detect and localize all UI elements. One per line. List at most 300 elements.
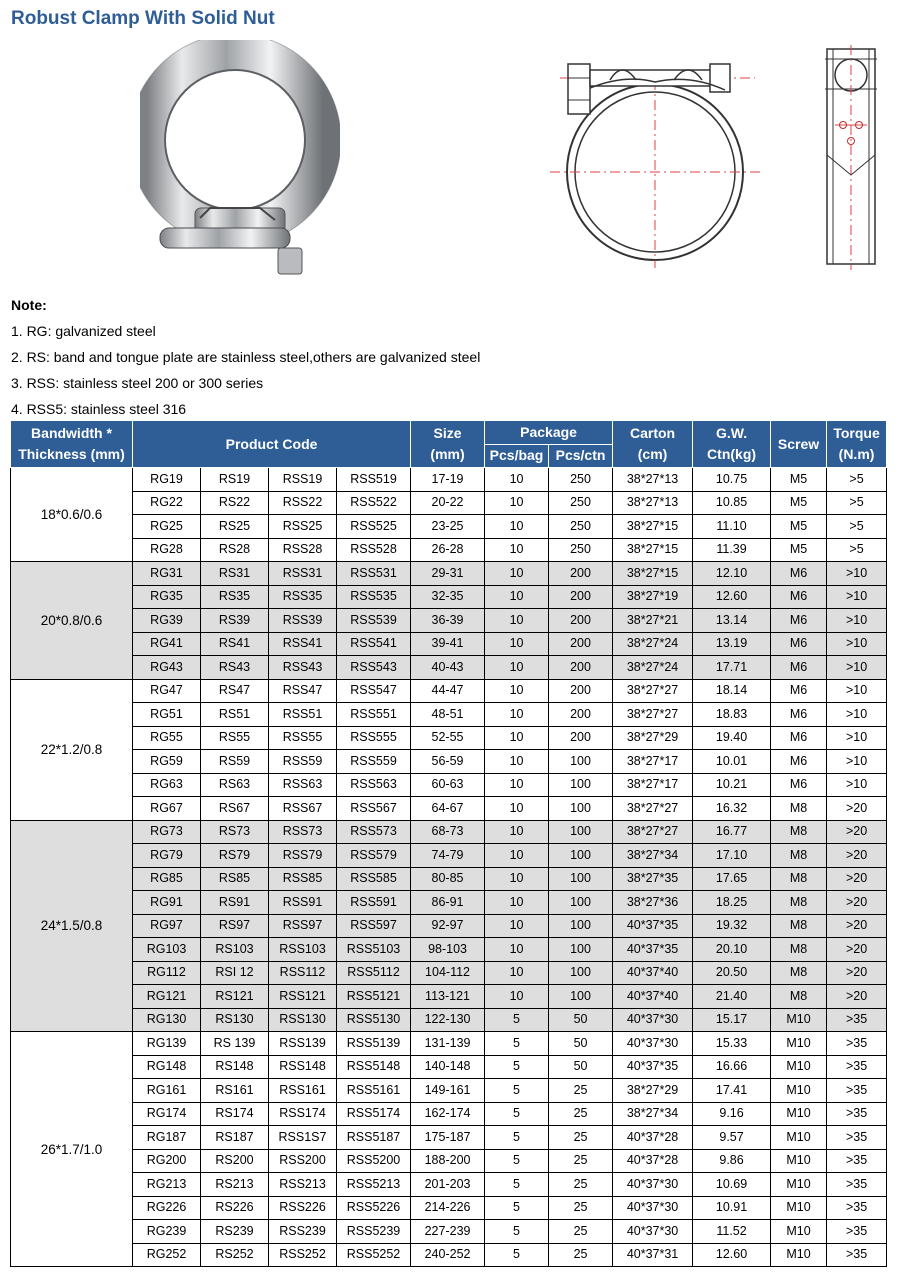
table-cell: RSS573 xyxy=(337,820,411,844)
table-cell: RSS67 xyxy=(269,797,337,821)
table-cell: RSS1S7 xyxy=(269,1126,337,1150)
table-cell: 38*27*19 xyxy=(613,585,693,609)
table-row xyxy=(11,1149,887,1173)
table-cell: >35 xyxy=(827,1149,887,1173)
table-row xyxy=(11,1055,887,1079)
table-cell: RS200 xyxy=(201,1149,269,1173)
table-cell: >5 xyxy=(827,491,887,515)
table-cell: 100 xyxy=(549,844,613,868)
table-cell: RSS73 xyxy=(269,820,337,844)
table-cell: >20 xyxy=(827,938,887,962)
table-cell: 5 xyxy=(485,1032,549,1056)
table-cell: >10 xyxy=(827,585,887,609)
header-screw: Screw xyxy=(771,421,827,468)
bandwidth-cell: 22*1.2/0.8 xyxy=(11,679,133,820)
table-cell: RG22 xyxy=(133,491,201,515)
table-cell: RG47 xyxy=(133,679,201,703)
table-cell: RG148 xyxy=(133,1055,201,1079)
table-cell: RSS5213 xyxy=(337,1173,411,1197)
table-cell: M5 xyxy=(771,538,827,562)
table-cell: 16.66 xyxy=(693,1055,771,1079)
table-cell: RSS239 xyxy=(269,1220,337,1244)
table-cell: RS73 xyxy=(201,820,269,844)
table-cell: RSS559 xyxy=(337,750,411,774)
table-cell: RG85 xyxy=(133,867,201,891)
table-cell: 38*27*27 xyxy=(613,703,693,727)
table-cell: 16.32 xyxy=(693,797,771,821)
table-cell: RS63 xyxy=(201,773,269,797)
table-cell: M6 xyxy=(771,703,827,727)
table-cell: 10 xyxy=(485,562,549,586)
table-cell: 10 xyxy=(485,726,549,750)
table-cell: RS226 xyxy=(201,1196,269,1220)
table-cell: 40*37*35 xyxy=(613,938,693,962)
table-cell: 200 xyxy=(549,609,613,633)
table-cell: RSS5103 xyxy=(337,938,411,962)
header-pcs-ctn: Pcs/ctn xyxy=(549,444,613,468)
table-cell: >20 xyxy=(827,844,887,868)
table-cell: 25 xyxy=(549,1196,613,1220)
table-cell: 10 xyxy=(485,844,549,868)
table-cell: RSS121 xyxy=(269,985,337,1009)
table-cell: 5 xyxy=(485,1102,549,1126)
table-cell: 38*27*15 xyxy=(613,562,693,586)
table-cell: 201-203 xyxy=(411,1173,485,1197)
table-cell: M6 xyxy=(771,562,827,586)
table-cell: 38*27*34 xyxy=(613,844,693,868)
table-cell: >10 xyxy=(827,726,887,750)
table-cell: 10 xyxy=(485,797,549,821)
table-cell: 40*37*30 xyxy=(613,1220,693,1244)
table-row xyxy=(11,1126,887,1150)
table-cell: RG213 xyxy=(133,1173,201,1197)
table-cell: 29-31 xyxy=(411,562,485,586)
table-row xyxy=(11,491,887,515)
note-item: 4. RSS5: stainless steel 316 xyxy=(11,401,187,417)
table-cell: >20 xyxy=(827,820,887,844)
table-cell: RG91 xyxy=(133,891,201,915)
table-cell: 5 xyxy=(485,1126,549,1150)
table-cell: 10 xyxy=(485,820,549,844)
table-cell: >35 xyxy=(827,1220,887,1244)
table-cell: 40*37*35 xyxy=(613,914,693,938)
table-cell: 10 xyxy=(485,632,549,656)
table-cell: 9.57 xyxy=(693,1126,771,1150)
table-cell: 40*37*28 xyxy=(613,1126,693,1150)
table-cell: M10 xyxy=(771,1220,827,1244)
table-cell: RS103 xyxy=(201,938,269,962)
table-cell: 250 xyxy=(549,538,613,562)
table-cell: 188-200 xyxy=(411,1149,485,1173)
table-cell: 113-121 xyxy=(411,985,485,1009)
table-cell: 100 xyxy=(549,985,613,1009)
table-cell: RSS139 xyxy=(269,1032,337,1056)
note-item: 1. RG: galvanized steel xyxy=(11,323,156,339)
table-cell: >20 xyxy=(827,797,887,821)
table-row xyxy=(11,632,887,656)
table-cell: RS35 xyxy=(201,585,269,609)
table-row xyxy=(11,468,887,492)
table-cell: 149-161 xyxy=(411,1079,485,1103)
table-cell: 100 xyxy=(549,797,613,821)
table-cell: 10.91 xyxy=(693,1196,771,1220)
table-cell: RS174 xyxy=(201,1102,269,1126)
table-cell: >35 xyxy=(827,1102,887,1126)
table-cell: 5 xyxy=(485,1173,549,1197)
bandwidth-cell: 24*1.5/0.8 xyxy=(11,820,133,1032)
table-cell: RSS25 xyxy=(269,515,337,539)
table-cell: 100 xyxy=(549,750,613,774)
table-cell: 38*27*24 xyxy=(613,656,693,680)
table-cell: 162-174 xyxy=(411,1102,485,1126)
table-cell: RSS19 xyxy=(269,468,337,492)
table-cell: >10 xyxy=(827,632,887,656)
table-cell: 17-19 xyxy=(411,468,485,492)
spec-table xyxy=(10,420,887,1267)
table-cell: RG187 xyxy=(133,1126,201,1150)
table-cell: RS85 xyxy=(201,867,269,891)
table-cell: 17.10 xyxy=(693,844,771,868)
table-row xyxy=(11,961,887,985)
table-cell: RSS567 xyxy=(337,797,411,821)
table-cell: 74-79 xyxy=(411,844,485,868)
table-cell: 40*37*40 xyxy=(613,985,693,1009)
table-cell: >20 xyxy=(827,914,887,938)
table-cell: RG67 xyxy=(133,797,201,821)
table-cell: 19.40 xyxy=(693,726,771,750)
header-pcs-bag: Pcs/bag xyxy=(485,444,549,468)
table-cell: RSS597 xyxy=(337,914,411,938)
table-cell: RSS213 xyxy=(269,1173,337,1197)
table-cell: >35 xyxy=(827,1032,887,1056)
table-cell: RG112 xyxy=(133,961,201,985)
table-cell: >10 xyxy=(827,562,887,586)
table-cell: 10.85 xyxy=(693,491,771,515)
clamp-side-drawing xyxy=(815,45,887,270)
table-cell: RS97 xyxy=(201,914,269,938)
table-cell: 40-43 xyxy=(411,656,485,680)
table-cell: RS19 xyxy=(201,468,269,492)
table-cell: RG59 xyxy=(133,750,201,774)
table-cell: RS121 xyxy=(201,985,269,1009)
table-cell: RSS5200 xyxy=(337,1149,411,1173)
table-cell: 140-148 xyxy=(411,1055,485,1079)
table-cell: RSS5187 xyxy=(337,1126,411,1150)
table-cell: 50 xyxy=(549,1032,613,1056)
table-cell: 38*27*34 xyxy=(613,1102,693,1126)
table-cell: >35 xyxy=(827,1079,887,1103)
table-cell: RSS5148 xyxy=(337,1055,411,1079)
note-heading: Note: xyxy=(11,297,47,313)
table-cell: RS25 xyxy=(201,515,269,539)
table-cell: RSS148 xyxy=(269,1055,337,1079)
table-cell: 40*37*40 xyxy=(613,961,693,985)
table-row xyxy=(11,1173,887,1197)
table-cell: 38*27*36 xyxy=(613,891,693,915)
table-cell: RG28 xyxy=(133,538,201,562)
table-cell: RS59 xyxy=(201,750,269,774)
table-cell: RSS543 xyxy=(337,656,411,680)
table-cell: RS91 xyxy=(201,891,269,915)
table-cell: 38*27*17 xyxy=(613,773,693,797)
table-cell: RSS200 xyxy=(269,1149,337,1173)
table-row xyxy=(11,1196,887,1220)
table-cell: RSS22 xyxy=(269,491,337,515)
table-cell: >35 xyxy=(827,1126,887,1150)
table-cell: RSS112 xyxy=(269,961,337,985)
table-cell: M5 xyxy=(771,515,827,539)
table-cell: 10.75 xyxy=(693,468,771,492)
table-cell: M6 xyxy=(771,609,827,633)
table-cell: 250 xyxy=(549,515,613,539)
table-cell: 40*37*35 xyxy=(613,1055,693,1079)
table-row xyxy=(11,726,887,750)
table-cell: 40*37*31 xyxy=(613,1243,693,1267)
table-cell: >10 xyxy=(827,609,887,633)
table-cell: >20 xyxy=(827,985,887,1009)
table-cell: RG226 xyxy=(133,1196,201,1220)
table-cell: 250 xyxy=(549,468,613,492)
table-cell: 200 xyxy=(549,726,613,750)
table-cell: M6 xyxy=(771,750,827,774)
table-cell: 13.14 xyxy=(693,609,771,633)
header-product-code: Product Code xyxy=(133,421,411,468)
table-cell: RS213 xyxy=(201,1173,269,1197)
table-cell: 25 xyxy=(549,1243,613,1267)
table-cell: 52-55 xyxy=(411,726,485,750)
table-cell: 50 xyxy=(549,1008,613,1032)
table-cell: 25 xyxy=(549,1079,613,1103)
table-cell: 64-67 xyxy=(411,797,485,821)
table-cell: >20 xyxy=(827,961,887,985)
table-row xyxy=(11,703,887,727)
table-cell: 38*27*13 xyxy=(613,491,693,515)
table-cell: 38*27*17 xyxy=(613,750,693,774)
table-cell: RG73 xyxy=(133,820,201,844)
table-cell: RS51 xyxy=(201,703,269,727)
table-cell: RSS563 xyxy=(337,773,411,797)
table-cell: M8 xyxy=(771,914,827,938)
table-cell: 39-41 xyxy=(411,632,485,656)
table-cell: 10 xyxy=(485,867,549,891)
table-cell: M5 xyxy=(771,468,827,492)
table-cell: 12.60 xyxy=(693,1243,771,1267)
table-cell: 12.10 xyxy=(693,562,771,586)
table-cell: 240-252 xyxy=(411,1243,485,1267)
table-cell: RG41 xyxy=(133,632,201,656)
table-cell: 38*27*15 xyxy=(613,538,693,562)
table-cell: 10.69 xyxy=(693,1173,771,1197)
table-cell: 98-103 xyxy=(411,938,485,962)
clamp-front-drawing xyxy=(550,40,765,268)
table-cell: 10 xyxy=(485,609,549,633)
header-bandwidth: Bandwidth * Thickness (mm) xyxy=(11,421,133,468)
table-cell: 16.77 xyxy=(693,820,771,844)
table-cell: RG35 xyxy=(133,585,201,609)
table-cell: 5 xyxy=(485,1243,549,1267)
table-cell: RSI 12 xyxy=(201,961,269,985)
table-cell: 68-73 xyxy=(411,820,485,844)
clamp-photo xyxy=(140,40,340,288)
table-cell: 10 xyxy=(485,538,549,562)
table-cell: 40*37*28 xyxy=(613,1149,693,1173)
table-cell: 13.19 xyxy=(693,632,771,656)
table-cell: RSS5174 xyxy=(337,1102,411,1126)
table-cell: RG121 xyxy=(133,985,201,1009)
table-cell: RS43 xyxy=(201,656,269,680)
table-cell: 100 xyxy=(549,891,613,915)
table-cell: M8 xyxy=(771,891,827,915)
table-cell: M8 xyxy=(771,961,827,985)
table-cell: RG103 xyxy=(133,938,201,962)
table-cell: 38*27*27 xyxy=(613,679,693,703)
table-cell: M6 xyxy=(771,679,827,703)
table-cell: RSS555 xyxy=(337,726,411,750)
table-cell: 20-22 xyxy=(411,491,485,515)
table-row xyxy=(11,773,887,797)
table-cell: >10 xyxy=(827,703,887,727)
table-cell: RG25 xyxy=(133,515,201,539)
table-cell: 100 xyxy=(549,820,613,844)
table-cell: 10 xyxy=(485,961,549,985)
table-row xyxy=(11,1220,887,1244)
table-cell: 10 xyxy=(485,773,549,797)
table-cell: 38*27*13 xyxy=(613,468,693,492)
table-cell: RSS28 xyxy=(269,538,337,562)
table-cell: 38*27*29 xyxy=(613,726,693,750)
table-body xyxy=(11,468,887,1267)
table-row xyxy=(11,938,887,962)
table-cell: 104-112 xyxy=(411,961,485,985)
table-row xyxy=(11,1243,887,1267)
table-cell: 23-25 xyxy=(411,515,485,539)
note-section xyxy=(11,292,480,422)
table-cell: M8 xyxy=(771,797,827,821)
table-cell: >35 xyxy=(827,1196,887,1220)
table-cell: 100 xyxy=(549,961,613,985)
table-cell: RSS41 xyxy=(269,632,337,656)
header-gw: G.W. Ctn(kg) xyxy=(693,421,771,468)
table-cell: RSS519 xyxy=(337,468,411,492)
table-cell: M6 xyxy=(771,656,827,680)
table-cell: RSS63 xyxy=(269,773,337,797)
table-cell: 17.65 xyxy=(693,867,771,891)
table-cell: 5 xyxy=(485,1196,549,1220)
table-cell: RSS51 xyxy=(269,703,337,727)
table-cell: M10 xyxy=(771,1055,827,1079)
table-cell: 100 xyxy=(549,938,613,962)
table-cell: RS148 xyxy=(201,1055,269,1079)
table-cell: RG55 xyxy=(133,726,201,750)
note-item: 3. RSS: stainless steel 200 or 300 series xyxy=(11,375,264,391)
table-cell: 17.71 xyxy=(693,656,771,680)
table-cell: RG19 xyxy=(133,468,201,492)
table-cell: 38*27*24 xyxy=(613,632,693,656)
table-cell: RSS579 xyxy=(337,844,411,868)
table-row xyxy=(11,538,887,562)
table-cell: RSS531 xyxy=(337,562,411,586)
table-cell: 200 xyxy=(549,703,613,727)
table-cell: 10 xyxy=(485,491,549,515)
table-row xyxy=(11,609,887,633)
table-row xyxy=(11,1079,887,1103)
table-cell: M10 xyxy=(771,1173,827,1197)
table-cell: RSS130 xyxy=(269,1008,337,1032)
table-cell: 200 xyxy=(549,632,613,656)
table-cell: >5 xyxy=(827,515,887,539)
table-cell: M8 xyxy=(771,844,827,868)
table-cell: 5 xyxy=(485,1055,549,1079)
table-cell: RS187 xyxy=(201,1126,269,1150)
table-cell: RG130 xyxy=(133,1008,201,1032)
table-cell: M6 xyxy=(771,632,827,656)
table-cell: M10 xyxy=(771,1196,827,1220)
table-cell: RS79 xyxy=(201,844,269,868)
header-carton: Carton (cm) xyxy=(613,421,693,468)
table-cell: 100 xyxy=(549,914,613,938)
table-cell: 10.01 xyxy=(693,750,771,774)
table-cell: >35 xyxy=(827,1055,887,1079)
table-row xyxy=(11,844,887,868)
table-header xyxy=(11,421,887,468)
table-cell: 10 xyxy=(485,891,549,915)
table-cell: 26-28 xyxy=(411,538,485,562)
table-cell: RSS174 xyxy=(269,1102,337,1126)
table-cell: 17.41 xyxy=(693,1079,771,1103)
table-cell: 40*37*30 xyxy=(613,1196,693,1220)
table-cell: 38*27*27 xyxy=(613,797,693,821)
table-cell: RSS31 xyxy=(269,562,337,586)
table-cell: 48-51 xyxy=(411,703,485,727)
table-cell: RSS541 xyxy=(337,632,411,656)
table-cell: 9.16 xyxy=(693,1102,771,1126)
table-cell: 131-139 xyxy=(411,1032,485,1056)
table-cell: RSS539 xyxy=(337,609,411,633)
table-cell: M8 xyxy=(771,820,827,844)
table-cell: RSS591 xyxy=(337,891,411,915)
table-cell: 227-239 xyxy=(411,1220,485,1244)
table-cell: 32-35 xyxy=(411,585,485,609)
table-row xyxy=(11,585,887,609)
table-cell: 122-130 xyxy=(411,1008,485,1032)
table-cell: >5 xyxy=(827,538,887,562)
table-cell: M10 xyxy=(771,1008,827,1032)
table-cell: >35 xyxy=(827,1008,887,1032)
table-cell: >20 xyxy=(827,891,887,915)
table-cell: 12.60 xyxy=(693,585,771,609)
table-cell: 10 xyxy=(485,985,549,1009)
table-cell: 36-39 xyxy=(411,609,485,633)
table-cell: RSS39 xyxy=(269,609,337,633)
table-cell: RSS252 xyxy=(269,1243,337,1267)
table-cell: RSS5252 xyxy=(337,1243,411,1267)
table-cell: M10 xyxy=(771,1149,827,1173)
table-cell: 19.32 xyxy=(693,914,771,938)
table-cell: 15.17 xyxy=(693,1008,771,1032)
table-cell: RSS528 xyxy=(337,538,411,562)
table-cell: RG63 xyxy=(133,773,201,797)
table-cell: 38*27*21 xyxy=(613,609,693,633)
table-cell: RSS59 xyxy=(269,750,337,774)
table-cell: 40*37*30 xyxy=(613,1008,693,1032)
table-cell: 25 xyxy=(549,1149,613,1173)
table-cell: RSS85 xyxy=(269,867,337,891)
table-cell: 5 xyxy=(485,1220,549,1244)
table-cell: 11.39 xyxy=(693,538,771,562)
table-cell: M6 xyxy=(771,726,827,750)
table-cell: 40*37*30 xyxy=(613,1173,693,1197)
table-cell: RSS35 xyxy=(269,585,337,609)
